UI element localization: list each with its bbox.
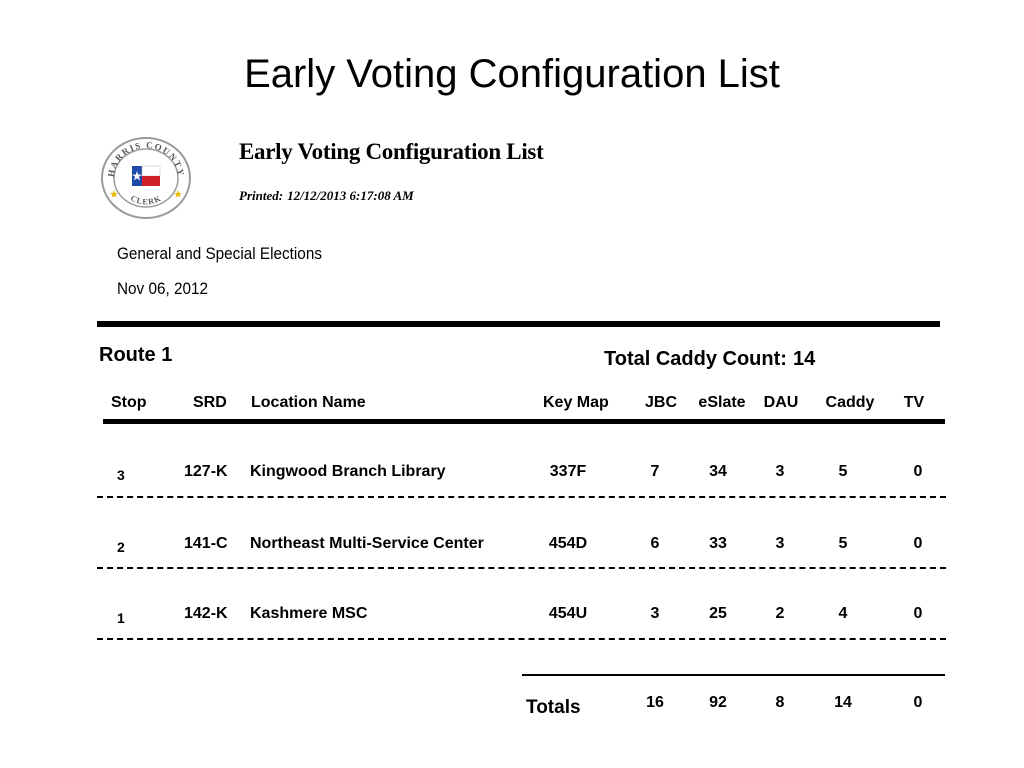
header-jbc: JBC: [644, 394, 677, 411]
seal-bottom-text: CLERK: [129, 193, 163, 207]
row-divider: [97, 638, 946, 640]
printed-value: 12/12/2013 6:17:08 AM: [287, 188, 414, 203]
row-dau: 2: [775, 605, 785, 622]
row-location: Kashmere MSC: [250, 605, 368, 622]
row-divider: [97, 496, 946, 498]
row-srd: 142-K: [184, 605, 228, 622]
row-stop: 3: [117, 467, 125, 483]
totals-label: Totals: [526, 697, 581, 718]
slide-title: Early Voting Configuration List: [244, 52, 780, 96]
totals-dau: 8: [775, 694, 785, 711]
row-srd: 127-K: [184, 463, 228, 480]
row-keymap: 454U: [548, 605, 588, 622]
row-dau: 3: [775, 463, 785, 480]
row-caddy: 5: [838, 463, 848, 480]
row-keymap: 337F: [549, 463, 587, 480]
harris-county-clerk-seal: [100, 136, 192, 220]
caddy-total-value: 14: [792, 348, 816, 370]
row-eslate: 25: [709, 605, 727, 622]
election-date: Nov 06, 2012: [117, 279, 209, 298]
row-dau: 3: [775, 535, 785, 552]
row-divider: [97, 567, 946, 569]
row-tv: 0: [913, 463, 923, 480]
row-jbc: 7: [650, 463, 660, 480]
header-keymap: Key Map: [543, 394, 609, 411]
route-label: Route 1: [99, 344, 173, 366]
row-caddy: 5: [838, 535, 848, 552]
header-dau: DAU: [763, 394, 799, 411]
row-jbc: 6: [650, 535, 660, 552]
row-location: Kingwood Branch Library: [250, 463, 446, 480]
row-eslate: 33: [709, 535, 727, 552]
row-keymap: 454D: [548, 535, 588, 552]
row-stop: 1: [117, 610, 125, 626]
caddy-total-label: Total Caddy Count:: [604, 348, 787, 370]
totals-jbc: 16: [646, 694, 664, 711]
totals-caddy: 14: [834, 694, 852, 711]
header-srd: SRD: [193, 394, 227, 411]
header-tv: TV: [903, 394, 925, 411]
report-title: Early Voting Configuration List: [239, 139, 544, 164]
row-eslate: 34: [709, 463, 727, 480]
row-location: Northeast Multi-Service Center: [250, 535, 484, 552]
totals-tv: 0: [913, 694, 923, 711]
row-tv: 0: [913, 535, 923, 552]
header-stop: Stop: [111, 394, 147, 411]
totals-divider: [522, 674, 945, 676]
top-divider: [97, 321, 940, 327]
row-srd: 141-C: [184, 535, 228, 552]
printed-label: Printed:: [239, 188, 284, 203]
total-caddy-count: [604, 348, 815, 371]
header-location: Location Name: [251, 394, 366, 411]
row-tv: 0: [913, 605, 923, 622]
header-eslate: eSlate: [698, 394, 746, 411]
header-caddy: Caddy: [825, 394, 875, 411]
row-caddy: 4: [838, 605, 848, 622]
totals-eslate: 92: [709, 694, 727, 711]
printed-timestamp: [239, 188, 414, 204]
seal-top-text: HARRIS COUNTY: [105, 139, 187, 178]
election-name: General and Special Elections: [117, 244, 322, 263]
row-stop: 2: [117, 539, 125, 555]
row-jbc: 3: [650, 605, 660, 622]
header-divider: [103, 419, 945, 424]
